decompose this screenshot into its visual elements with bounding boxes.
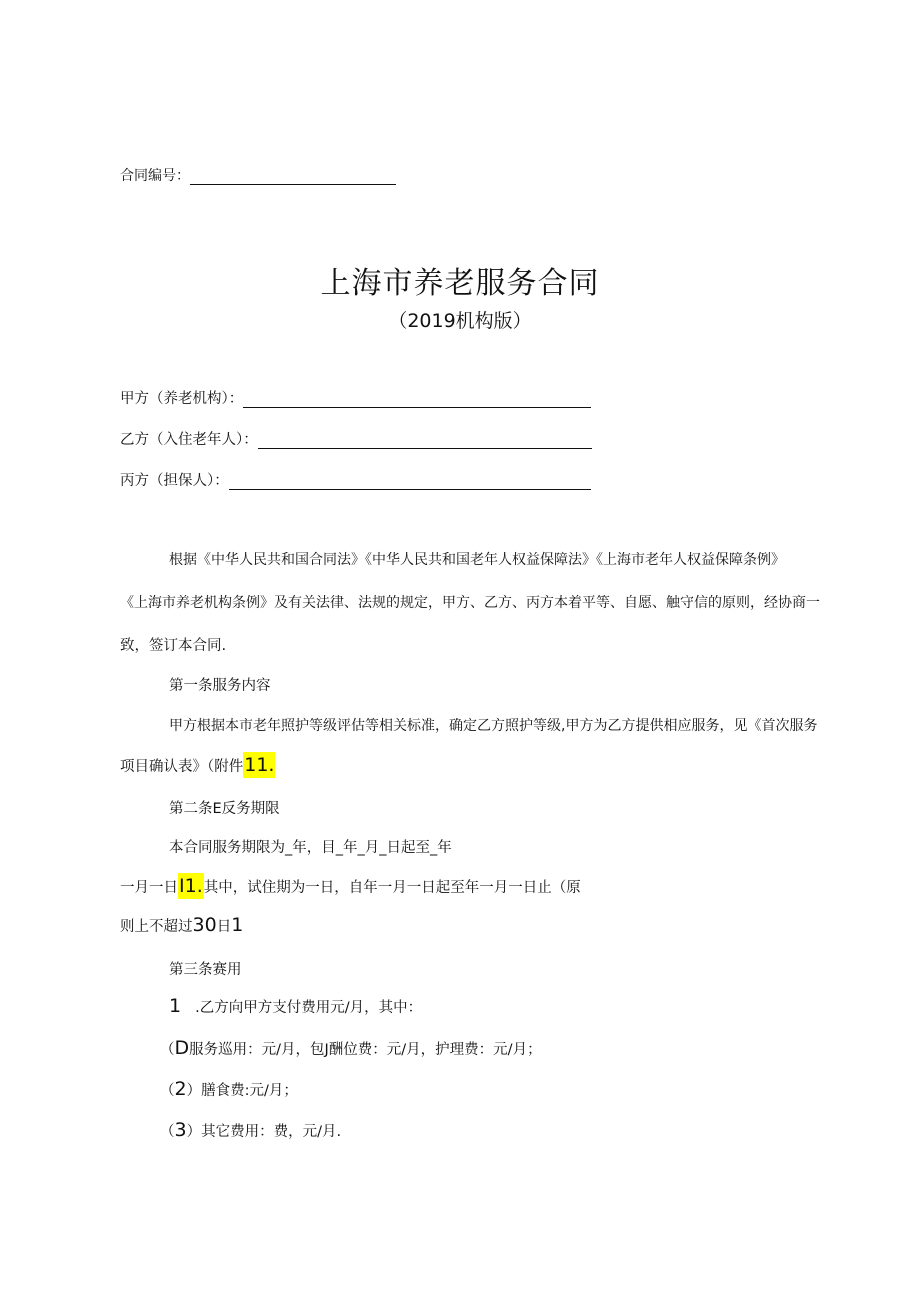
party-c-label: 丙方（担保人）： [120, 473, 229, 489]
contract-subtitle: （2019机构版） [388, 310, 532, 332]
fee-sub-3-text: 其它费用：费，元/月. [201, 1124, 342, 1140]
fee-sub-2 [160, 1078, 298, 1100]
article-2-line-2-post: 其中，试住期为一日，自年一月一日起至年一月一日止（原 [203, 880, 581, 896]
contract-number-blank [190, 168, 396, 185]
fee-sub-1-open: （ [160, 1042, 175, 1058]
article-2-line-2 [120, 873, 581, 899]
preamble-line-3: 致，签订本合同. [120, 638, 227, 654]
fee-sub-1-text: 服务巡用：元/月，包J酬位费：元/月，护理费：元/月； [189, 1042, 542, 1058]
fee-sub-2-text: 膳食费:元/月； [201, 1083, 298, 1099]
article-2-line-3-mid: 日 [216, 919, 232, 935]
article-2-line-1: 本合同服务期限为_年，目_年_月_日起至_年 [169, 840, 452, 856]
party-b-blank [258, 432, 592, 449]
article-1-line-2 [120, 752, 275, 778]
fee-sub-2-number: 2 [174, 1078, 187, 1100]
fee-sub-1-number: D [174, 1037, 190, 1059]
fee-sub-3-open: （ [160, 1124, 175, 1140]
fee-item-1-number: 1 [169, 995, 182, 1017]
party-c-blank [229, 473, 591, 490]
preamble-line-2: 《上海市养老机构条例》及有关法律、法规的规定，甲方、乙方、丙方本着平等、自愿、触守信的原则，经协商一 [120, 595, 820, 611]
fee-sub-1 [160, 1037, 542, 1059]
fee-sub-3-close: ） [186, 1124, 202, 1140]
contract-title: 上海市养老服务合同 [320, 266, 600, 301]
trial-days-number: 30 [192, 914, 217, 936]
party-a-label: 甲方（养老机构）： [120, 391, 244, 407]
fee-sub-3 [160, 1119, 341, 1141]
term-reference-highlight: I1. [179, 875, 203, 897]
article-3-heading: 第三条赛用 [169, 962, 242, 978]
party-b-line [120, 428, 592, 449]
article-2-line-2-pre: 一月一日 [120, 880, 178, 896]
fee-item-1-text: .乙方向甲方支付费用元/月，其中： [195, 1000, 423, 1016]
fee-sub-2-close: ） [186, 1083, 202, 1099]
annex-reference-highlight: 11. [244, 754, 275, 776]
article-1-heading: 第一条服务内容 [169, 678, 271, 694]
article-1-line-2-text: 项目确认表》（附件 [120, 759, 244, 775]
preamble-line-1: 根据《中华人民共和国合同法》《中华人民共和国老年人权益保障法》《上海市老年人权益保障条例》 [169, 552, 785, 568]
party-c-line [120, 469, 591, 490]
article-2-line-3 [120, 914, 243, 936]
party-a-blank [243, 391, 591, 408]
article-2-heading: 第二条E反务期限 [169, 801, 280, 817]
fee-sub-3-number: 3 [174, 1119, 187, 1141]
article-2-line-3-end: 1 [231, 914, 244, 936]
contract-number-line [120, 165, 396, 185]
fee-item-1 [169, 995, 422, 1017]
article-2-line-3-pre: 则上不超过 [120, 919, 193, 935]
fee-sub-2-open: （ [160, 1083, 175, 1099]
contract-number-label: 合同编号： [120, 168, 190, 184]
party-a-line [120, 387, 591, 408]
article-1-line-1: 甲方根据本市老年照护等级评估等相关标准，确定乙方照护等级,甲方为乙方提供相应服务，见《首次服务 [169, 718, 818, 734]
party-b-label: 乙方（入住老年人）： [120, 432, 258, 448]
